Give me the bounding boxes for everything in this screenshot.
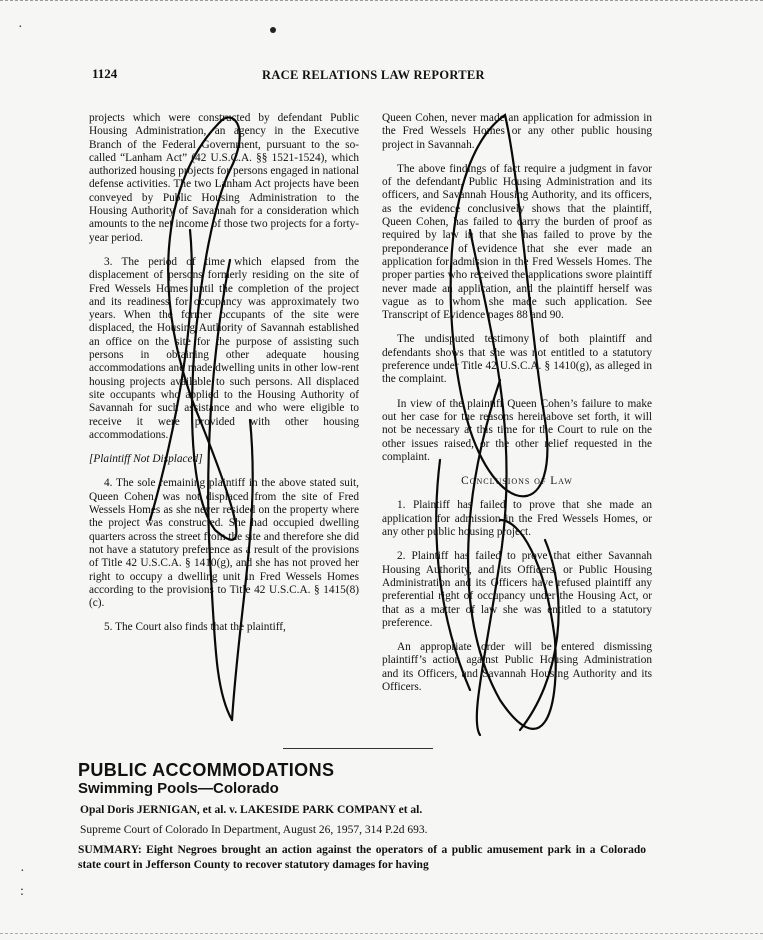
section-divider: [283, 748, 433, 749]
paragraph: In view of the plaintiff Queen Cohen’s failure to make out her case for the reasons hereinabove set forth, it will not be necessary at this time for the Court to rule on the other issues raised, or the other relief requested in the complaint.: [382, 397, 652, 463]
court-citation: Supreme Court of Colorado In Department, August 26, 1957, 314 P.2d 693.: [80, 824, 428, 836]
section-title: PUBLIC ACCOMMODATIONS: [78, 760, 335, 780]
paragraph: The undisputed testimony of both plaintiff and defendants shows that she was not entitled to a statutory preference under Title 42 U.S.C.A. § 1410(g), as alleged in the complaint.: [382, 333, 652, 386]
margin-mark: ·: [20, 864, 25, 879]
paragraph: 3. The period of time which elapsed from the displacement of persons formerly residing on the site of Fred Wessels Homes until the completion of the project and its readiness for occupancy was approximately two years. When the former occupants of the site were displaced, the Housing Authority of Savannah established an office on the site for the purpose of assisting such persons in obtaining other adequate housing accommodations and made dwelling units in other low-rent housing projects available to such persons. All displaced site occupants who applied to the Housing Authority of Savannah for such assistance and who were eligible to receive it were provided with other housing accommodations.: [89, 255, 359, 441]
running-header: [92, 66, 647, 86]
bottom-border: [0, 933, 763, 934]
paragraph: 1. Plaintiff has failed to prove that she made an application for admission in the Fred Wessels Homes, or any other public housing project.: [382, 499, 652, 539]
paragraph: 5. The Court also finds that the plaintiff,: [104, 621, 286, 634]
case-name: Opal Doris JERNIGAN, et al. v. LAKESIDE PARK COMPANY et al.: [80, 804, 423, 816]
subheading: [Plaintiff Not Displaced]: [89, 453, 203, 466]
section-subtitle: Swimming Pools—Colorado: [78, 780, 279, 797]
top-border: [0, 0, 763, 3]
paragraph: 2. Plaintiff has failed to prove that either Savannah Housing Authority, and its Officers, or Public Housing Administration and its Officers have refused plaintiff any preferential right of occupancy under the Housing Act, or that as a matter of law she was entitled to a statutory preference.: [382, 550, 652, 629]
right-column: [382, 112, 652, 705]
left-column: [89, 112, 359, 646]
punch-dot: [270, 27, 276, 33]
paragraph: 4. The sole remaining plaintiff in the above stated suit, Queen Cohen, was not displaced from the site of Fred Wessels Homes as she never resided on the property where the project was constructed. She had occupied dwelling quarters across the street from the site and therefore she did not have a statutory preference as a result of the provisions of Title 42 U.S.C.A. § 1410(g), and she has not proved her right to occupy a dwelling unit in Fred Wessels Homes according to the provisions to Title 42 U.S.C.A. § 1415(8) (c).: [89, 477, 359, 610]
paragraph: The above findings of fact require a judgment in favor of the defendant, Public Housing Administration and its officers, and Savannah Housing Authority, and its officers, as the evidence conclusively shows that the plaintiff, Queen Cohen, has failed to carry the burden of proof as required by law in that she has failed to prove by the preponderance of evidence that she ever made an application for admission in the Fred Wessels Homes. The proper parties who received the applications swore plaintiff never made an application, and the plaintiff herself was vague as to whom she made such application. See Transcript of Evidence pages 88 and 90.: [382, 162, 652, 322]
margin-mark: :: [20, 884, 24, 899]
case-summary: SUMMARY: Eight Negroes brought an action against the operators of a public amusement park in a Colorado state court in Jefferson County to recover statutory damages for having: [78, 844, 646, 871]
paragraph: An appropriate order will be entered dismissing plaintiff’s action against Public Housing Administration and its Officers, and Savannah Housing Authority and its Officers.: [382, 641, 652, 693]
paragraph: projects which were constructed by defendant Public Housing Administration, an agency in the Executive Branch of the Federal Government, pursuant to the so-called “Lanham Act” (42 U.S.C.A. §§ 1521-1524), which authorized housing projects for persons engaged in national defense activities. The two Lanham Act projects have been conveyed by Public Housing Administration to the Housing Authority of Savannah for a consideration which amounts to the net income of those two projects for a forty-year period.: [89, 112, 359, 244]
journal-title: RACE RELATIONS LAW REPORTER: [262, 68, 485, 82]
conclusions-heading: Conclusions of Law: [461, 475, 573, 488]
page-number: 1124: [92, 66, 118, 81]
paragraph: Queen Cohen, never made an application for admission in the Fred Wessels Homes or any other public housing project in Savannah.: [382, 112, 652, 151]
margin-mark: ·: [18, 20, 23, 35]
